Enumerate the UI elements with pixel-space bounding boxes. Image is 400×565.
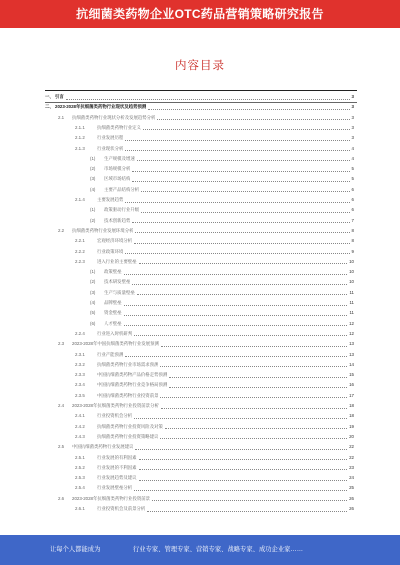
toc-entry-label: 行业进入时机研判 [97, 330, 133, 336]
toc-entry-label: 行业发展趋势及建议 [97, 475, 137, 481]
footer-tagline: 行业专家、管理专家、营销专家、战略专家、成功企业家…… [133, 546, 304, 553]
toc-leader-dots [165, 428, 347, 429]
toc-leader-dots [157, 119, 350, 120]
toc-leader-dots [160, 438, 347, 439]
toc-entry-number: 2.2.1 [75, 238, 85, 244]
toc-entry-label: 生产规模及增速 [104, 155, 135, 161]
toc-entry-label: 行业投资机会及前景分析 [97, 506, 146, 511]
page-footer [0, 535, 400, 565]
toc-entry[interactable] [0, 442, 400, 451]
toc-page-number: 6 [351, 197, 354, 202]
toc-entry-label: 抗细菌类药物行业发展环境分析 [72, 227, 134, 233]
toc-entry-number: (3) [90, 289, 96, 295]
report-title: 抗细菌类药物企业OTC药品营销策略研究报告 [76, 7, 324, 21]
toc-leader-dots [148, 109, 350, 110]
toc-entry-number: 2.1.1 [75, 124, 85, 130]
toc-entry[interactable] [0, 473, 400, 482]
toc-entry[interactable] [0, 483, 400, 492]
toc-page-number: 25 [349, 485, 354, 491]
toc-entry[interactable] [0, 174, 400, 183]
toc-title: 内容目录 [175, 60, 225, 72]
toc-page-number: 24 [349, 475, 354, 481]
toc-entry-number: 2.2 [58, 227, 65, 233]
toc-page-number: 6 [351, 207, 354, 213]
toc-page-number: 5 [351, 176, 354, 182]
toc-page-number: 3 [351, 94, 354, 99]
toc-entry-label: 宏观经济环境分析 [97, 238, 133, 244]
toc-entry-label: 主要发展趋势 [97, 197, 124, 202]
toc-entry[interactable] [0, 360, 400, 369]
toc-entry-number: 2.1.4 [75, 197, 85, 202]
toc-page-number: 11 [349, 289, 354, 295]
toc-leader-dots [124, 315, 347, 316]
toc-leader-dots [139, 469, 347, 470]
toc-leader-dots [134, 490, 347, 491]
toc-entry-label: 政策驱动行业升级 [104, 207, 140, 213]
toc-entry-number: 2.4.1 [75, 413, 85, 419]
toc-page-number: 11 [349, 300, 354, 305]
toc-entry-number: 2.3.2 [75, 361, 85, 367]
toc-entry[interactable] [0, 123, 400, 132]
toc-entry-number: 2.3.1 [75, 351, 85, 357]
toc-entry-label: 中国抗细菌类药物行业投资前景 [97, 392, 159, 398]
toc-entry-number: (4) [90, 186, 96, 192]
toc-entry-label: 2023-2028年中国抗细菌类药物行业发展预测 [72, 341, 159, 347]
toc-page-number: 26 [349, 506, 354, 511]
toc-entry-label: 抗细菌类药物行业定义 [97, 124, 141, 130]
toc-entry[interactable] [0, 226, 400, 235]
toc-page-number: 12 [349, 330, 354, 336]
footer-slogan: 让每个人都能成为 [50, 546, 101, 553]
toc-page-number: 16 [349, 382, 354, 388]
toc-leader-dots [139, 480, 347, 481]
toc-leader-dots [132, 284, 347, 285]
toc-entry[interactable] [0, 195, 400, 204]
toc-entry[interactable] [0, 432, 400, 441]
toc-entry-label: 行业现状分析 [97, 145, 124, 151]
toc-leader-dots [132, 222, 350, 223]
toc-entry[interactable] [0, 329, 400, 338]
toc-page-number: 4 [351, 155, 354, 161]
toc-page-number: 13 [349, 341, 354, 347]
toc-page-number: 3 [351, 114, 354, 120]
toc-entry[interactable] [0, 92, 400, 101]
toc-entry[interactable] [0, 308, 400, 317]
toc-leader-dots [134, 418, 347, 419]
toc-entry[interactable] [0, 236, 400, 245]
toc-entry-number: 2.3.3 [75, 372, 85, 378]
toc-entry[interactable] [0, 319, 400, 328]
toc-page-number: 15 [349, 372, 354, 378]
toc-entry-number: 二、 [45, 104, 54, 110]
toc-entry[interactable] [0, 504, 400, 513]
toc-entry-label: 行业发展壁垒分析 [97, 485, 133, 491]
toc-page-number: 17 [349, 392, 354, 398]
toc-leader-dots [147, 511, 347, 512]
toc-entry[interactable] [0, 411, 400, 420]
toc-leader-dots [139, 263, 347, 264]
toc-leader-dots [125, 253, 350, 254]
toc-entry[interactable] [0, 401, 400, 410]
toc-entry-number: 2.5.1 [75, 454, 85, 460]
toc-page-number: 8 [351, 238, 354, 244]
toc-entry[interactable] [0, 298, 400, 307]
toc-leader-dots [141, 212, 350, 213]
toc-leader-dots [134, 243, 350, 244]
toc-entry-label: 区域市场结构 [104, 176, 131, 182]
toc-entry-number: 2.4.3 [75, 433, 85, 439]
toc-entry-label: 2023-2028年抗细菌类药物行业现状及趋势预测 [55, 104, 147, 110]
toc-leader-dots [139, 459, 347, 460]
toc-entry-label: 进入行业的主要壁垒 [97, 258, 137, 264]
toc-entry[interactable] [0, 380, 400, 389]
toc-leader-dots [169, 377, 347, 378]
toc-entry[interactable] [0, 339, 400, 348]
toc-leader-dots [137, 294, 347, 295]
toc-page-number: 18 [349, 403, 354, 408]
toc-entry-number: 2.5 [58, 444, 65, 450]
toc-entry-label: 品牌壁垒 [104, 300, 122, 305]
toc-leader-dots [141, 191, 350, 192]
toc-entry-label: 技术创新趋势 [104, 217, 131, 223]
toc-leader-dots [125, 140, 350, 141]
toc-page-number: 12 [349, 320, 354, 326]
toc-page-number: 22 [349, 444, 354, 450]
toc-entry-number: 2.5.2 [75, 464, 85, 470]
toc-page-number: 8 [351, 227, 354, 233]
toc-entry-number: (3) [90, 176, 96, 182]
toc-entry-number: 2.4.2 [75, 423, 85, 429]
toc-entry-label: 资金壁垒 [104, 310, 122, 316]
toc-entry[interactable] [0, 463, 400, 472]
toc-page-number: 10 [349, 279, 354, 285]
toc-leader-dots [135, 232, 350, 233]
toc-entry[interactable] [0, 257, 400, 266]
toc-leader-dots [161, 408, 347, 409]
toc-entry[interactable] [0, 277, 400, 286]
toc-entry-number: 2.2.2 [75, 248, 85, 254]
toc-leader-dots [169, 387, 347, 388]
toc-entry-number: 2.1 [58, 114, 65, 120]
toc-leader-dots [125, 356, 347, 357]
toc-entry-number: (4) [90, 300, 96, 305]
toc-entry-label: 主要产品结构分析 [104, 186, 140, 192]
toc-entry-label: 市场规模分析 [104, 166, 131, 172]
toc-entry-label: 抗细菌类药物行业投资风险及对策 [97, 423, 163, 429]
toc-entry-number: 2.3.5 [75, 392, 85, 398]
toc-leader-dots [125, 150, 350, 151]
toc-entry-label: 抗细菌类药物行业市场需求预测 [97, 361, 159, 367]
report-header [0, 0, 400, 28]
toc-leader-dots [125, 202, 350, 203]
toc-leader-dots [160, 397, 347, 398]
toc-leader-dots [143, 129, 350, 130]
toc-entry-label: 2023-2028年抗细菌类药物行业投资前景分析 [72, 403, 159, 408]
toc-entry-number: (5) [90, 310, 96, 316]
toc-page-number: 4 [351, 145, 354, 151]
toc-entry-label: 行业发展的不利因素 [97, 464, 137, 470]
toc-page-number: 3 [351, 135, 354, 141]
toc-entry-number: 2.3.4 [75, 382, 85, 388]
toc-leader-dots [132, 171, 350, 172]
toc-page-number: 19 [349, 423, 354, 429]
toc-entry[interactable] [0, 164, 400, 173]
toc-entry-label: 行业政策环境 [97, 248, 124, 254]
toc-entry-label: 行业投资机会分析 [97, 413, 133, 419]
toc-entry[interactable] [0, 205, 400, 214]
toc-entry-label: 中国抗细菌类药物产品价格走势预测 [97, 372, 168, 378]
toc-entry-label: 抗细菌类药物行业投资策略建议 [97, 433, 159, 439]
toc-entry-number: (1) [90, 207, 96, 213]
toc-entry-label: 生产与质量壁垒 [104, 289, 135, 295]
toc-entry-number: (2) [90, 279, 96, 285]
toc-page-number: 13 [349, 351, 354, 357]
toc-entry[interactable] [0, 247, 400, 256]
toc-entry-label: 引言 [55, 94, 64, 99]
toc-entry[interactable] [0, 350, 400, 359]
toc-entry-label: 人才壁垒 [104, 320, 122, 326]
toc-entry-number: 2.4 [58, 403, 65, 408]
toc-leader-dots [134, 335, 347, 336]
toc-entry[interactable] [0, 154, 400, 163]
toc-page-number: 14 [349, 361, 354, 367]
toc-entry[interactable] [0, 102, 400, 111]
toc-page-number: 10 [349, 258, 354, 264]
toc-entry-label: 政策壁垒 [104, 269, 122, 275]
toc-entry-number: (6) [90, 320, 96, 326]
toc-section-rule [45, 102, 357, 103]
toc-entry-number: (1) [90, 269, 96, 275]
toc-page-number: 22 [349, 454, 354, 460]
toc-entry-number: 2.6 [58, 495, 65, 501]
toc-entry[interactable] [0, 133, 400, 142]
toc-leader-dots [137, 160, 350, 161]
toc-leader-dots [152, 500, 347, 501]
toc-entry-label: 抗细菌类药物行业现状分析及发展趋势分析 [72, 114, 156, 120]
toc-entry-label: 行业产能预测 [97, 351, 124, 357]
toc-entry-number: 2.5.3 [75, 475, 85, 481]
toc-page-number: 26 [349, 495, 354, 501]
toc-entry-number: (2) [90, 166, 96, 172]
toc-entry[interactable] [0, 185, 400, 194]
toc-leader-dots [124, 305, 347, 306]
toc-leader-dots [124, 274, 347, 275]
toc-entry[interactable] [0, 494, 400, 503]
toc-page-number: 23 [349, 464, 354, 470]
table-of-contents [0, 90, 400, 535]
toc-leader-dots [135, 449, 347, 450]
toc-page-number: 3 [351, 104, 354, 110]
toc-entry-number: 2.1.2 [75, 135, 85, 141]
toc-entry-label: 行业发展历程 [97, 135, 124, 141]
toc-entry[interactable] [0, 288, 400, 297]
toc-entry[interactable] [0, 370, 400, 379]
toc-entry[interactable] [0, 216, 400, 225]
toc-entry[interactable] [0, 422, 400, 431]
toc-entry[interactable] [0, 391, 400, 400]
toc-page-number: 3 [351, 124, 354, 130]
toc-entry-label: 中国抗细菌类药物行业竞争格局预测 [97, 382, 168, 388]
toc-page-number: 10 [349, 269, 354, 275]
toc-entry[interactable] [0, 267, 400, 276]
toc-leader-dots [66, 99, 350, 100]
toc-entry-number: 一、 [45, 94, 54, 99]
toc-entry-label: 2023-2028年抗细菌类药物行业投资前景 [72, 495, 151, 501]
toc-entry-label: 技术研发壁垒 [104, 279, 131, 285]
toc-entry-number: 2.2.4 [75, 330, 85, 336]
toc-page-number: 5 [351, 166, 354, 172]
toc-entry[interactable] [0, 144, 400, 153]
toc-top-rule [45, 90, 357, 91]
toc-entry[interactable] [0, 453, 400, 462]
toc-leader-dots [160, 366, 347, 367]
toc-entry[interactable] [0, 113, 400, 122]
toc-page-number: 9 [351, 248, 354, 254]
toc-page-number: 18 [349, 413, 354, 419]
toc-leader-dots [124, 325, 347, 326]
toc-entry-number: 2.5.4 [75, 485, 85, 491]
toc-entry-number: 2.6.1 [75, 506, 85, 511]
toc-entry-number: 2.3 [58, 341, 65, 347]
toc-entry-number: 2.2.3 [75, 258, 85, 264]
toc-entry-number: (2) [90, 217, 96, 223]
toc-page-number: 6 [351, 186, 354, 192]
toc-page-number: 20 [349, 433, 354, 439]
toc-page-number: 7 [351, 217, 354, 223]
toc-leader-dots [161, 346, 347, 347]
toc-entry-number: 2.1.3 [75, 145, 85, 151]
toc-leader-dots [132, 181, 350, 182]
toc-entry-label: 中国抗细菌类药物行业发展建议 [72, 444, 134, 450]
toc-page-number: 11 [349, 310, 354, 316]
toc-entry-number: (1) [90, 155, 96, 161]
toc-entry-label: 行业发展的有利因素 [97, 454, 137, 460]
